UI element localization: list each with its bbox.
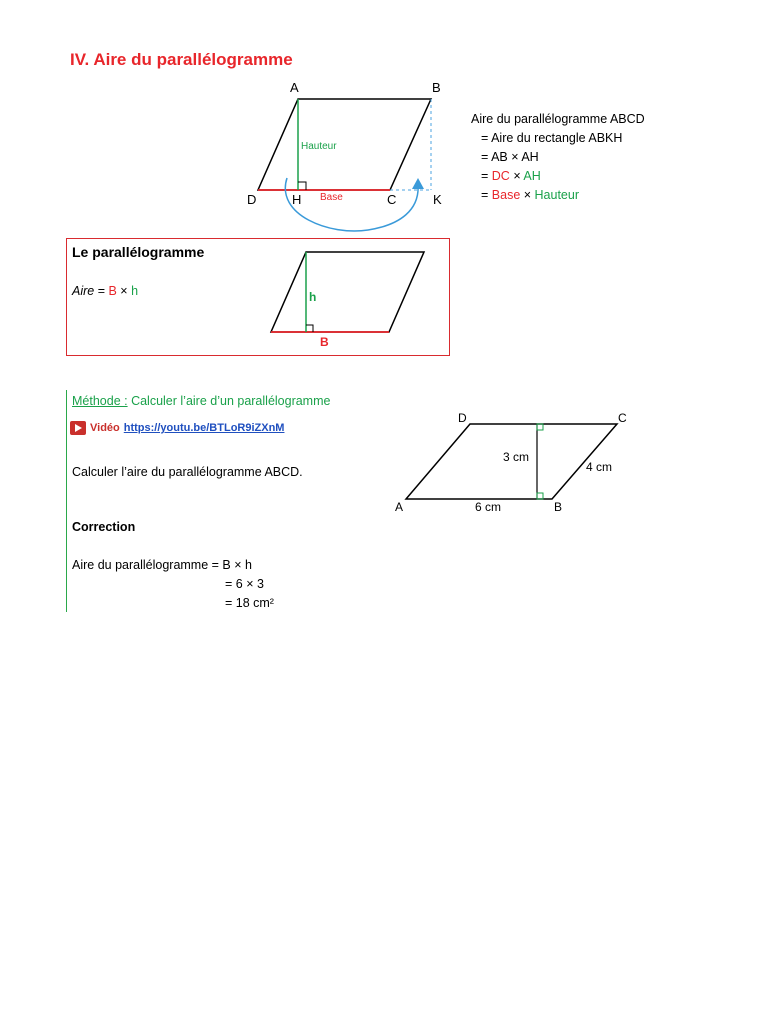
h-term: h — [131, 284, 139, 298]
parallelogram-figure-2 — [0, 240, 768, 360]
label-a: A — [290, 80, 299, 95]
formula-box-title: Le parallélogramme — [72, 244, 205, 260]
label-c: C — [387, 192, 397, 207]
aire-label: Aire — [72, 284, 95, 298]
right-angle — [306, 325, 313, 332]
hauteur-label: Hauteur — [301, 141, 337, 152]
parallelogram-outline — [271, 252, 424, 332]
label-b: B — [432, 80, 441, 95]
video-label: Vidéo — [90, 422, 120, 434]
explanation-line-5 — [481, 188, 579, 202]
times-sign: × — [509, 169, 524, 183]
correction-line-1: Aire du parallélogramme = B × h — [72, 558, 252, 572]
hauteur-term: Hauteur — [534, 188, 580, 202]
base-label: 6 cm — [475, 500, 502, 514]
height-label: 3 cm — [503, 450, 530, 464]
parallelogram-figure-3 — [0, 400, 768, 530]
question-text: Calculer l’aire du parallélogramme ABCD. — [72, 465, 303, 479]
explanation-line-3: = AB × AH — [481, 150, 539, 164]
video-link[interactable]: https://youtu.be/BTLoR9iZXnM — [123, 422, 285, 434]
right-angle-top — [537, 424, 543, 430]
label-d: D — [458, 411, 467, 425]
label-d: D — [247, 192, 257, 207]
explanation-line-2: = Aire du rectangle ABKH — [481, 131, 623, 145]
label-c: C — [618, 411, 627, 425]
move-arrow — [285, 178, 418, 231]
move-arrow-head — [412, 178, 424, 189]
eq-sign: = — [481, 188, 492, 202]
explanation-line-1: Aire du parallélogramme ABCD — [471, 112, 645, 126]
right-angle-h — [298, 182, 306, 190]
parallelogram-abcd-outline — [258, 99, 431, 190]
section-title: IV. Aire du parallélogramme — [70, 50, 293, 69]
times-sign: × — [520, 188, 535, 202]
right-angle-bottom — [537, 493, 543, 499]
explanation-line-4 — [481, 169, 541, 183]
times-sign: × — [116, 284, 132, 298]
label-k: K — [433, 192, 442, 207]
dc-term: DC — [491, 169, 510, 183]
label-a: A — [395, 500, 404, 514]
eq-sign: = — [94, 284, 109, 298]
eq-sign: = — [481, 169, 492, 183]
base-label: Base — [320, 192, 343, 203]
b-term: B — [108, 284, 117, 298]
method-text: Calculer l’aire d’un parallélogramme — [127, 394, 331, 408]
label-b: B — [554, 500, 563, 514]
parallelogram-figure-1 — [0, 0, 768, 240]
b-label: B — [320, 335, 329, 349]
side-label: 4 cm — [586, 460, 613, 474]
base-term: Base — [491, 188, 521, 202]
h-label: h — [309, 290, 317, 304]
correction-line-2: = 6 × 3 — [225, 577, 264, 591]
ah-term: AH — [523, 169, 541, 183]
method-label: Méthode : — [72, 394, 128, 408]
correction-line-3: = 18 cm² — [225, 596, 274, 610]
correction-heading: Correction — [72, 520, 136, 534]
label-h: H — [292, 192, 302, 207]
